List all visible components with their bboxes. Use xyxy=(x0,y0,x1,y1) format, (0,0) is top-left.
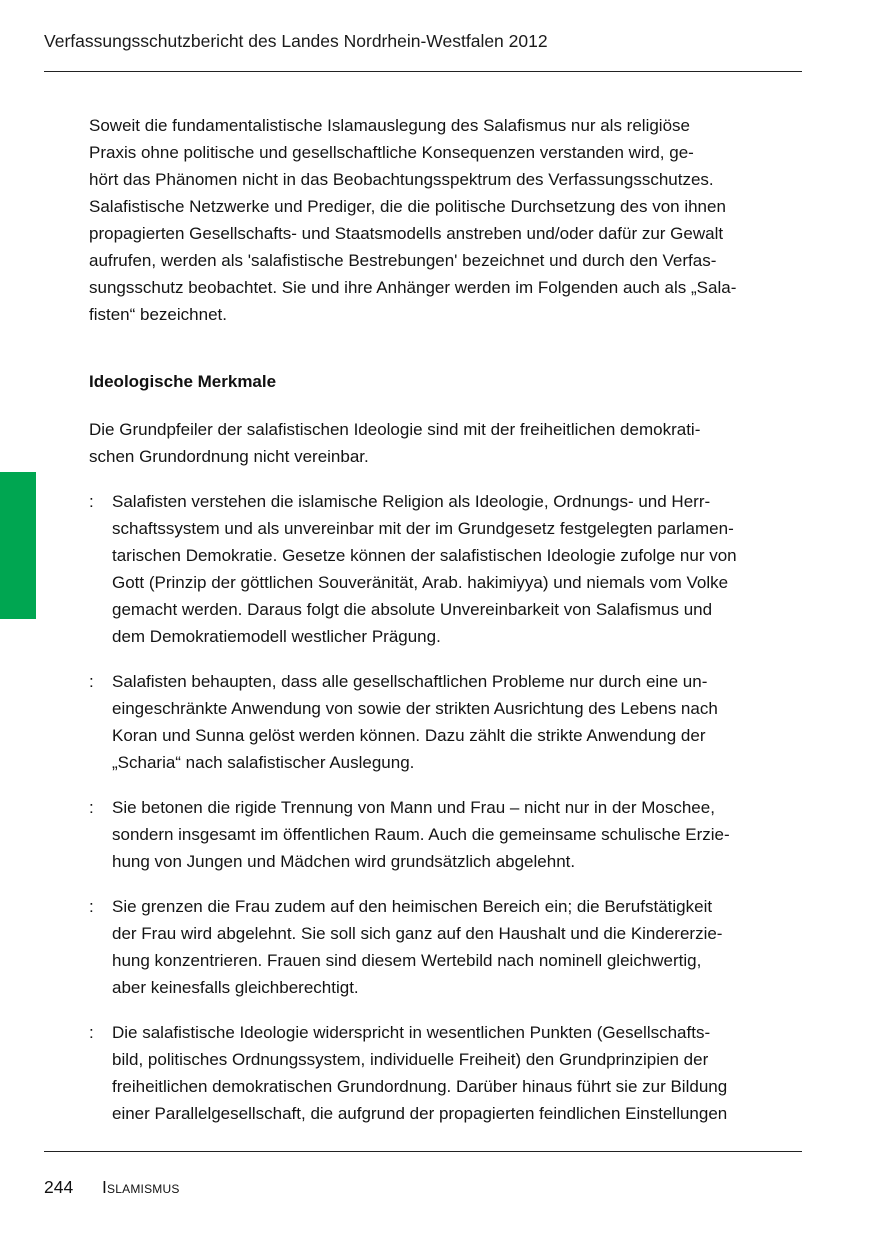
paragraph-intro-salafism xyxy=(89,112,805,328)
text-line: eingeschränkte Anwendung von sowie der strikten Ausrichtung des Lebens nach xyxy=(112,699,718,718)
text-line: Praxis ohne politische und gesellschaftliche Konsequenzen verstanden wird, ge- xyxy=(89,143,694,162)
text-line: gemacht werden. Daraus folgt die absolute Unvereinbarkeit von Salafismus und xyxy=(112,600,713,619)
list-item xyxy=(89,488,805,650)
text-line: Salafisten verstehen die islamische Religion als Ideologie, Ordnungs- und Herr- xyxy=(112,492,711,511)
text-line: Gott (Prinzip der göttlichen Souveränität, Arab. hakimiyya) und niemals vom Volke xyxy=(112,573,729,592)
text-line: aufrufen, werden als 'salafistische Bestrebungen' bezeichnet und durch den Verfas- xyxy=(89,251,717,270)
text-line: propagierten Gesellschafts- und Staatsmodells anstreben und/oder dafür zur Gewalt xyxy=(89,224,724,243)
text-line: schen Grundordnung nicht vereinbar. xyxy=(89,447,369,466)
footer-divider xyxy=(44,1151,802,1152)
text-line: Die Grundpfeiler der salafistischen Ideologie sind mit der freiheitlichen demokrati- xyxy=(89,420,701,439)
bullet-marker: : xyxy=(89,1023,94,1042)
text-line: freiheitlichen demokratischen Grundordnung. Darüber hinaus führt sie zur Bildung xyxy=(112,1077,728,1096)
list-item xyxy=(89,1019,805,1127)
text-line: Salafistische Netzwerke und Prediger, die die politische Durchsetzung des von ihnen xyxy=(89,197,726,216)
text-line: dem Demokratiemodell westlicher Prägung. xyxy=(112,627,441,646)
text-line: hung konzentrieren. Frauen sind diesem Wertebild nach nominell gleichwertig, xyxy=(112,951,702,970)
header-divider xyxy=(44,71,802,72)
text-line: Soweit die fundamentalistische Islamauslegung des Salafismus nur als religiöse xyxy=(89,116,690,135)
text-line: hung von Jungen und Mädchen wird grundsätzlich abgelehnt. xyxy=(112,852,576,871)
list-item xyxy=(89,794,805,875)
ideology-bullet-list xyxy=(89,488,805,1127)
bullet-marker: : xyxy=(89,492,94,511)
list-item xyxy=(89,668,805,776)
bullet-marker: : xyxy=(89,798,94,817)
paragraph-ideology-intro xyxy=(89,416,805,470)
text-line: schaftssystem und als unvereinbar mit der im Grundgesetz festgelegten parlamen- xyxy=(112,519,734,538)
text-line: bild, politisches Ordnungssystem, individuelle Freiheit) den Grundprinzipien der xyxy=(112,1050,709,1069)
text-line: Sie grenzen die Frau zudem auf den heimischen Bereich ein; die Berufstätigkeit xyxy=(112,897,713,916)
text-line: Die salafistische Ideologie widerspricht in wesentlichen Punkten (Gesellschafts- xyxy=(112,1023,711,1042)
text-line: Koran und Sunna gelöst werden können. Dazu zählt die strikte Anwendung der xyxy=(112,726,706,745)
chapter-side-tab xyxy=(0,472,36,619)
text-line: Salafisten behaupten, dass alle gesellschaftlichen Probleme nur durch eine un- xyxy=(112,672,708,691)
footer-section-title: Islamismus xyxy=(102,1177,180,1197)
text-line: tarischen Demokratie. Gesetze können der salafistischen Ideologie zufolge nur von xyxy=(112,546,737,565)
text-line: sungsschutz beobachtet. Sie und ihre Anhänger werden im Folgenden auch als „Sala- xyxy=(89,278,737,297)
text-line: hört das Phänomen nicht in das Beobachtungsspektrum des Verfassungsschutzes. xyxy=(89,170,714,189)
text-line: einer Parallelgesellschaft, die aufgrund der propagierten feindlichen Einstellungen xyxy=(112,1104,728,1123)
bullet-marker: : xyxy=(89,897,94,916)
text-line: aber keinesfalls gleichberechtigt. xyxy=(112,978,359,997)
section-heading: Ideologische Merkmale xyxy=(89,372,277,391)
page-header-title: Verfassungsschutzbericht des Landes Nordrhein-Westfalen 2012 xyxy=(44,31,548,51)
bullet-marker: : xyxy=(89,672,94,691)
text-line: Sie betonen die rigide Trennung von Mann und Frau – nicht nur in der Moschee, xyxy=(112,798,715,817)
text-line: „Scharia“ nach salafistischer Auslegung. xyxy=(112,753,415,772)
text-line: fisten“ bezeichnet. xyxy=(89,305,227,324)
text-line: der Frau wird abgelehnt. Sie soll sich ganz auf den Haushalt und die Kindererzie- xyxy=(112,924,723,943)
text-line: sondern insgesamt im öffentlichen Raum. Auch die gemeinsame schulische Erzie- xyxy=(112,825,730,844)
main-content xyxy=(89,112,805,1145)
page-number: 244 xyxy=(44,1177,74,1197)
list-item xyxy=(89,893,805,1001)
